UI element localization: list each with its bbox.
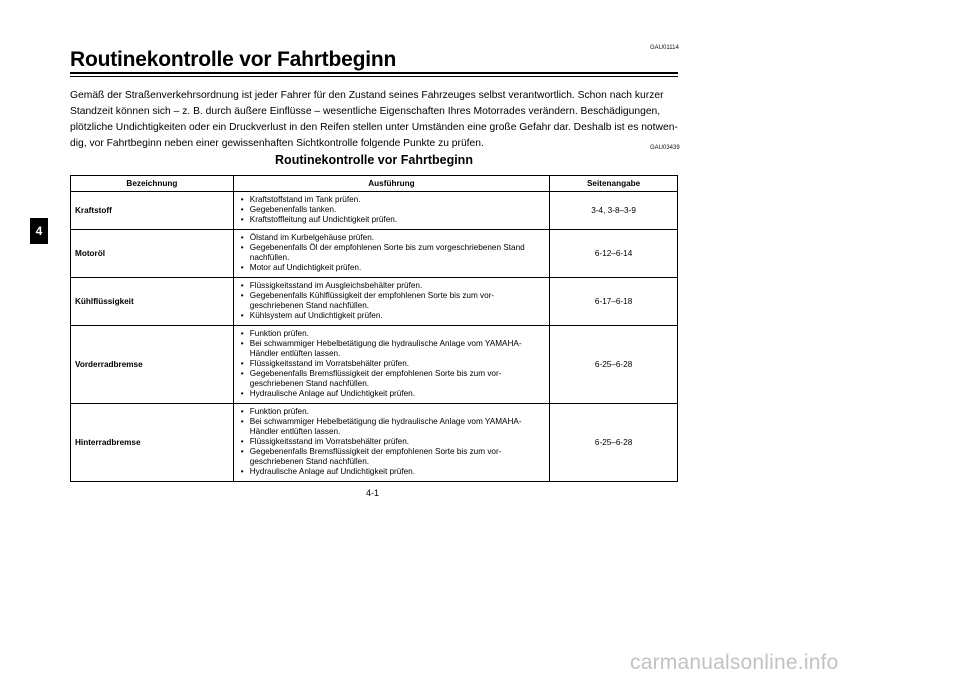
table-row <box>71 278 678 326</box>
intro-paragraph: Gemäß der Straßenverkehrsordnung ist jeder Fahrer für den Zustand seines Fahrzeuges selbst verantwortlich. Schon nach kurzer Standzeit können sich – z. B. durch äußere Einflüsse – wesentliche Eigenschaften Ihres Motorrades verändern. Beschädigungen, plötzliche Undichtigkeiten oder ein Druckverlust in den Reifen stellen unter Umständen eine große Gefahr dar. Deshalb ist es notwen-dig, vor Fahrtbeginn neben einer gewissenhaften Sichtkontrolle folgende Punkte zu prüfen. <box>70 90 678 149</box>
list-item: • Ölstand im Kurbelgehäuse prüfen. <box>240 233 545 243</box>
row-name: Kühlflüssigkeit <box>71 278 234 326</box>
header-seitenangabe: Seitenangabe <box>550 176 678 192</box>
row-details <box>233 404 549 482</box>
table-row <box>71 230 678 278</box>
bullet-list <box>240 195 545 225</box>
list-item: • Motor auf Undichtigkeit prüfen. <box>240 263 545 273</box>
title-rule-thick <box>70 72 678 74</box>
chapter-tab: 4 <box>30 218 48 244</box>
row-details <box>233 192 549 230</box>
document-code-top: GAU01114 <box>650 45 679 51</box>
bullet-list <box>240 233 545 273</box>
list-item: • Hydraulische Anlage auf Undichtigkeit prüfen. <box>240 467 545 477</box>
checklist-table <box>70 175 678 482</box>
list-item: • Flüssigkeitsstand im Ausgleichsbehälter prüfen. <box>240 281 545 291</box>
watermark-text: carmanualsonline.info <box>630 651 839 674</box>
row-details <box>233 230 549 278</box>
list-item: • Gegebenenfalls tanken. <box>240 205 545 215</box>
list-item: • Funktion prüfen. <box>240 407 545 417</box>
row-pages: 3-4, 3-8–3-9 <box>550 192 678 230</box>
page-number: 4-1 <box>366 488 380 498</box>
document-code-table: GAU03439 <box>650 145 680 151</box>
list-item: • Gegebenenfalls Bremsflüssigkeit der empfohlenen Sorte bis zum vor-geschriebenen Stand nachfüllen. <box>240 369 545 389</box>
bullet-list <box>240 329 545 399</box>
list-item: • Hydraulische Anlage auf Undichtigkeit prüfen. <box>240 389 545 399</box>
row-name: Kraftstoff <box>71 192 234 230</box>
list-item: • Bei schwammiger Hebelbetätigung die hydraulische Anlage vom YAMAHA-Händler entlüften lassen. <box>240 339 545 359</box>
title-rule-thin <box>70 76 678 77</box>
row-name: Vorderradbremse <box>71 326 234 404</box>
table-title: Routinekontrolle vor Fahrtbeginn <box>275 153 473 167</box>
row-name: Motoröl <box>71 230 234 278</box>
row-name: Hinterradbremse <box>71 404 234 482</box>
row-pages: 6-17–6-18 <box>550 278 678 326</box>
table-header-row <box>71 176 678 192</box>
header-bezeichnung: Bezeichnung <box>71 176 234 192</box>
list-item: • Kühlsystem auf Undichtigkeit prüfen. <box>240 311 545 321</box>
list-item: • Gegebenenfalls Öl der empfohlenen Sorte bis zum vorgeschriebenen Stand nachfüllen. <box>240 243 545 263</box>
list-item: • Gegebenenfalls Kühlflüssigkeit der empfohlenen Sorte bis zum vor-geschriebenen Stand nachfüllen. <box>240 291 545 311</box>
list-item: • Gegebenenfalls Bremsflüssigkeit der empfohlenen Sorte bis zum vor-geschriebenen Stand nachfüllen. <box>240 447 545 467</box>
list-item: • Kraftstoffleitung auf Undichtigkeit prüfen. <box>240 215 545 225</box>
bullet-list <box>240 281 545 321</box>
list-item: • Bei schwammiger Hebelbetätigung die hydraulische Anlage vom YAMAHA-Händler entlüften lassen. <box>240 417 545 437</box>
bullet-list <box>240 407 545 477</box>
row-details <box>233 326 549 404</box>
table-row <box>71 192 678 230</box>
table-row <box>71 326 678 404</box>
list-item: • Flüssigkeitsstand im Vorratsbehälter prüfen. <box>240 437 545 447</box>
list-item: • Flüssigkeitsstand im Vorratsbehälter prüfen. <box>240 359 545 369</box>
row-pages: 6-25–6-28 <box>550 326 678 404</box>
row-details <box>233 278 549 326</box>
row-pages: 6-12–6-14 <box>550 230 678 278</box>
table-row <box>71 404 678 482</box>
list-item: • Funktion prüfen. <box>240 329 545 339</box>
row-pages: 6-25–6-28 <box>550 404 678 482</box>
header-ausfuehrung: Ausführung <box>233 176 549 192</box>
page-title: Routinekontrolle vor Fahrtbeginn <box>70 48 397 71</box>
list-item: • Kraftstoffstand im Tank prüfen. <box>240 195 545 205</box>
